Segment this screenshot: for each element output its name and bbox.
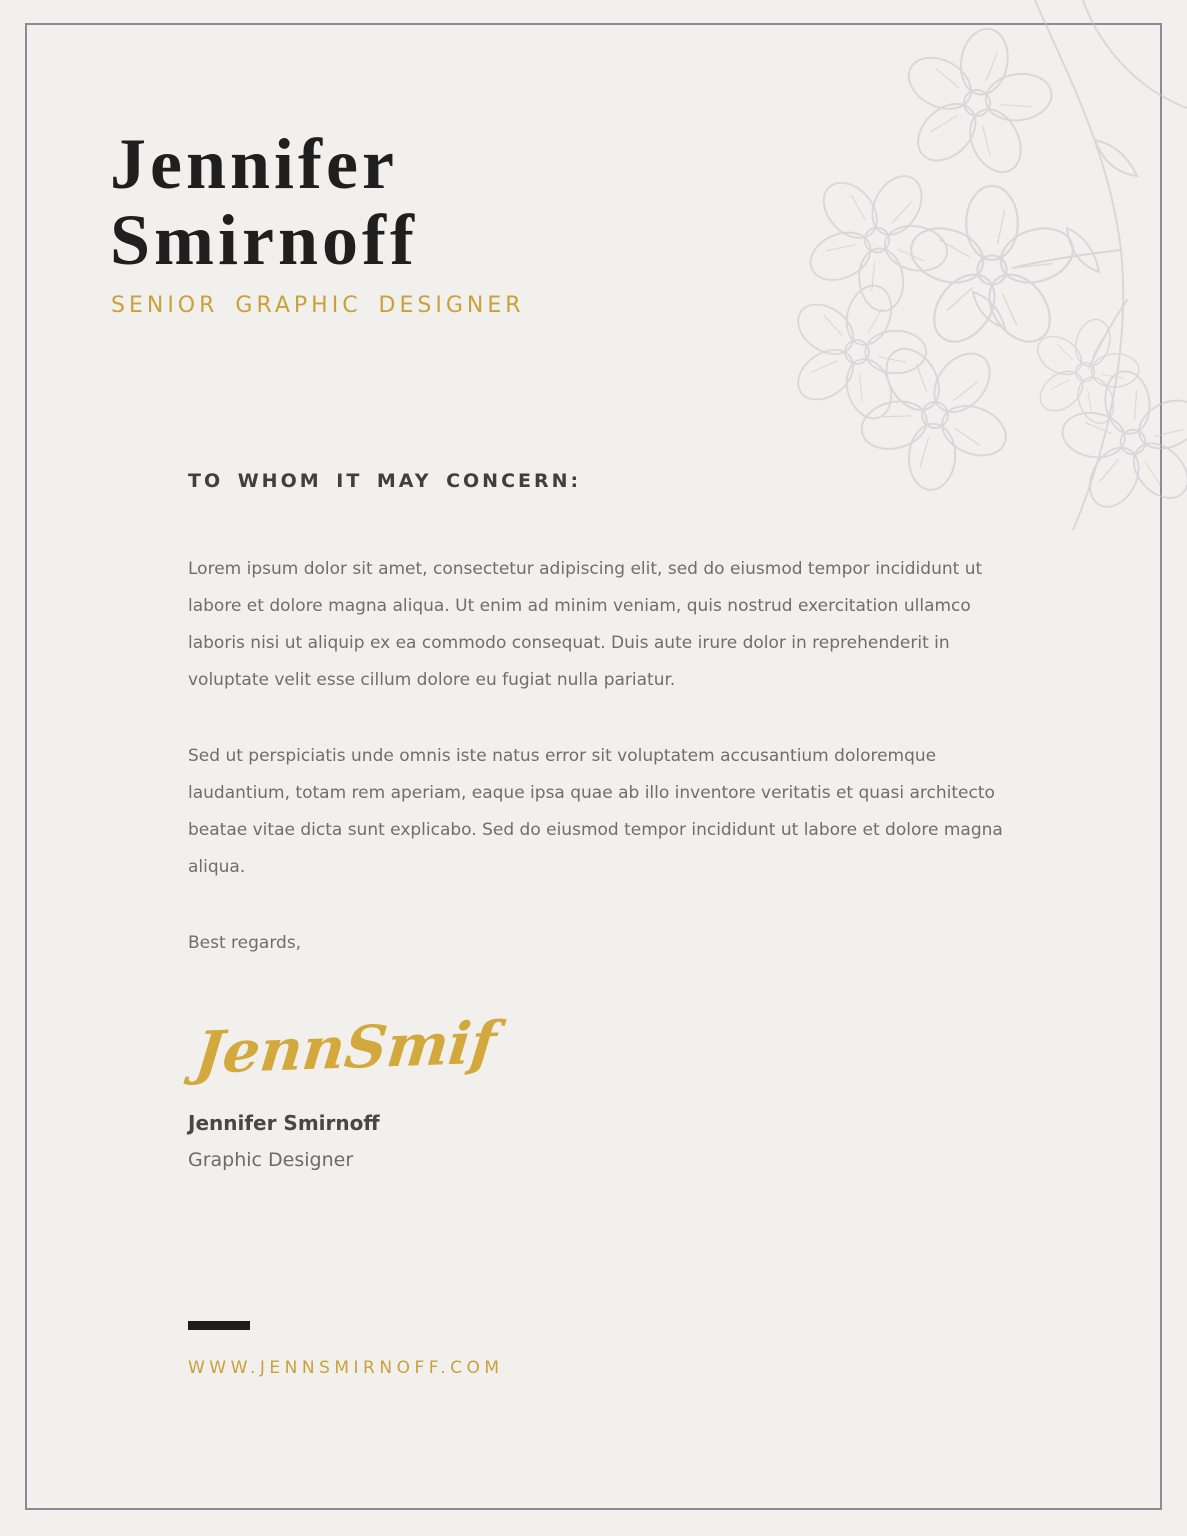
name-line1: Jennifer — [110, 124, 398, 204]
name-line2: Smirnoff — [110, 200, 418, 280]
footer-divider-bar — [188, 1321, 250, 1330]
closing: Best regards, — [188, 933, 302, 953]
letter-body — [188, 469, 1033, 1172]
flower-line-art-icon — [777, 0, 1187, 530]
role-subtitle: SENIOR GRAPHIC DESIGNER — [111, 293, 525, 318]
salutation: TO WHOM IT MAY CONCERN: — [188, 470, 582, 492]
signer-name: Jennifer Smirnoff — [188, 1111, 380, 1135]
signer-title: Graphic Designer — [188, 1149, 354, 1171]
signature: JennSmif — [192, 1008, 500, 1088]
page-title — [110, 126, 418, 278]
website-link[interactable]: WWW.JENNSMIRNOFF.COM — [188, 1358, 504, 1378]
paragraph-1: Lorem ipsum dolor sit amet, consectetur adipiscing elit, sed do eiusmod tempor incididunt ut labore et dolore magna aliqua. Ut enim ad minim veniam, quis nostrud exercitation ullamco laboris nisi ut aliquip ex ea commodo consequat. Duis aute irure dolor in reprehenderit in voluptate velit esse cillum dolore eu fugiat nulla pariatur. — [188, 559, 983, 690]
paragraph-2: Sed ut perspiciatis unde omnis iste natus error sit voluptatem accusantium doloremque laudantium, totam rem aperiam, eaque ipsa quae ab illo inventore veritatis et quasi architecto beatae vitae dicta sunt explicabo. Sed do eiusmod tempor incididunt ut labore et dolore magna aliqua. — [188, 746, 1003, 877]
